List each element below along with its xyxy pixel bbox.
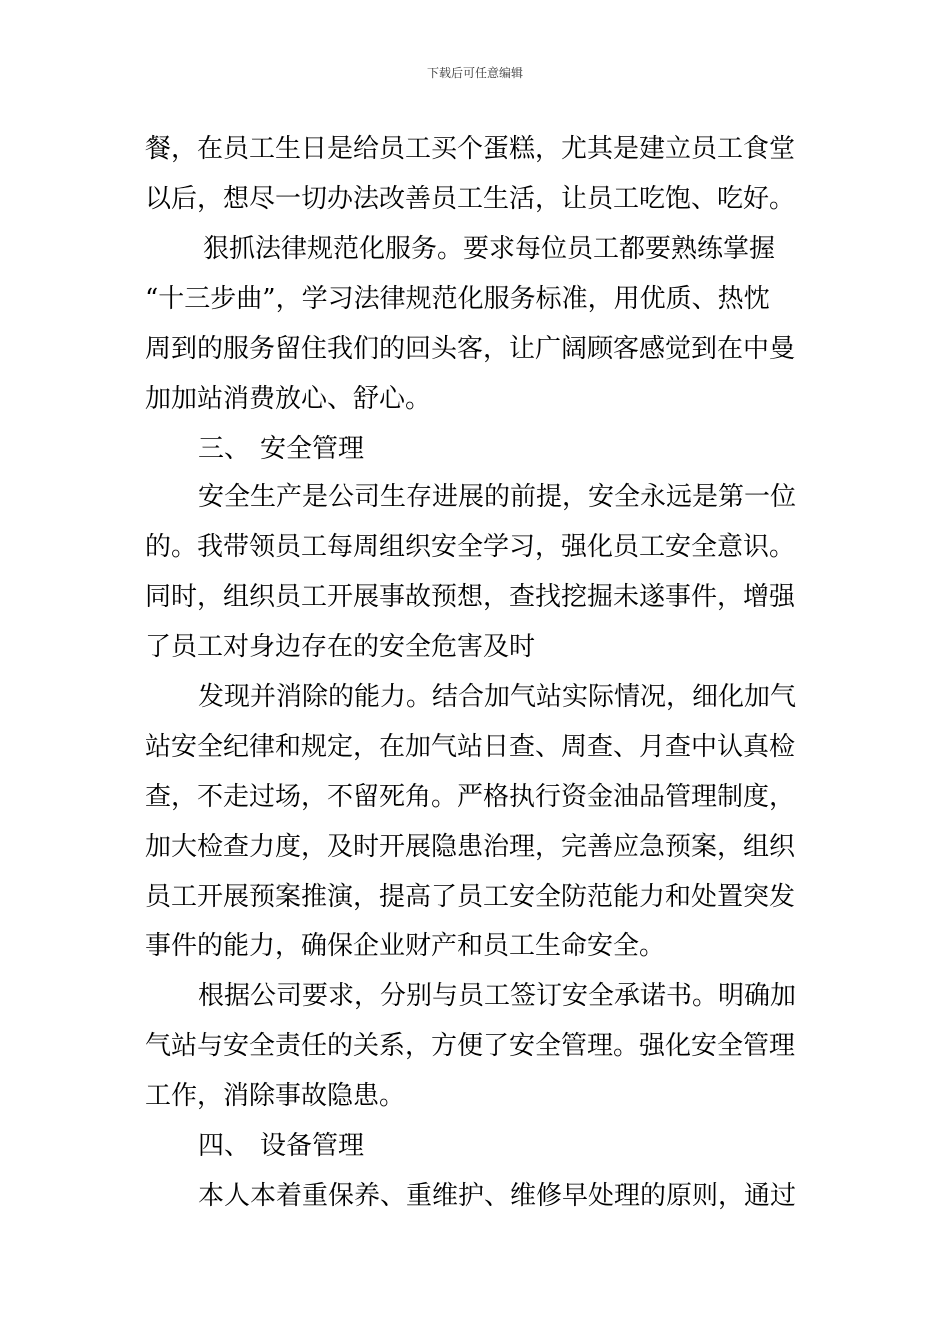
paragraph-line: 同时，组织员工开展事故预想，查找挖掘未遂事件，增强 (145, 582, 796, 612)
paragraph-line: 安全生产是公司生存进展的前提，安全永远是第一位 (198, 482, 797, 512)
paragraph-line: 根据公司要求，分别与员工签订安全承诺书。明确加 (198, 981, 797, 1011)
paragraph-line: 本人本着重保养、重维护、维修早处理的原则，通过 (198, 1181, 797, 1211)
section-number: 三、 (198, 434, 251, 464)
paragraph-line: 了员工对身边存在的安全危害及时 (145, 632, 536, 662)
paragraph-line: 餐，在员工生日是给员工买个蛋糕，尤其是建立员工食堂 (145, 134, 796, 164)
paragraph-line: 周到的服务留住我们的回头客，让广阔顾客感觉到在中曼 (145, 334, 796, 364)
paragraph-line: 以后，想尽一切办法改善员工生活，让员工吃饱、吃好。 (145, 184, 796, 214)
paragraph-line: “十三步曲”，学习法律规范化服务标准，用优质、热忱 (145, 284, 770, 314)
paragraph-line: 查，不走过场，不留死角。严格执行资金油品管理制度， (145, 782, 796, 812)
paragraph-line: 的。我带领员工每周组织安全学习，强化员工安全意识。 (145, 532, 796, 562)
section-number: 四、 (198, 1131, 251, 1161)
page-header: 下载后可任意编辑 (426, 66, 523, 80)
paragraph-line: 员工开展预案推演，提高了员工安全防范能力和处置突发 (145, 882, 796, 912)
paragraph-line: 工作，消除事故隐患。 (145, 1081, 406, 1111)
section-title: 设备管理 (260, 1131, 365, 1161)
paragraph-line: 发现并消除的能力。结合加气站实际情况，细化加气 (198, 682, 797, 712)
section-heading-equipment (198, 1131, 878, 1161)
paragraph-line: 加加站消费放心、舒心。 (145, 384, 432, 414)
paragraph-line: 气站与安全责任的关系，方便了安全管理。强化安全管理 (145, 1031, 796, 1061)
paragraph-line: 事件的能力，确保企业财产和员工生命安全。 (145, 931, 666, 961)
paragraph-line: 加大检查力度，及时开展隐患治理，完善应急预案，组织 (145, 832, 796, 862)
paragraph-line: 站安全纪律和规定，在加气站日查、周查、月查中认真检 (145, 732, 796, 762)
paragraph-line: 狠抓法律规范化服务。要求每位员工都要熟练掌握 (203, 234, 776, 264)
section-title: 安全管理 (260, 434, 365, 464)
section-heading-safety (198, 434, 878, 464)
